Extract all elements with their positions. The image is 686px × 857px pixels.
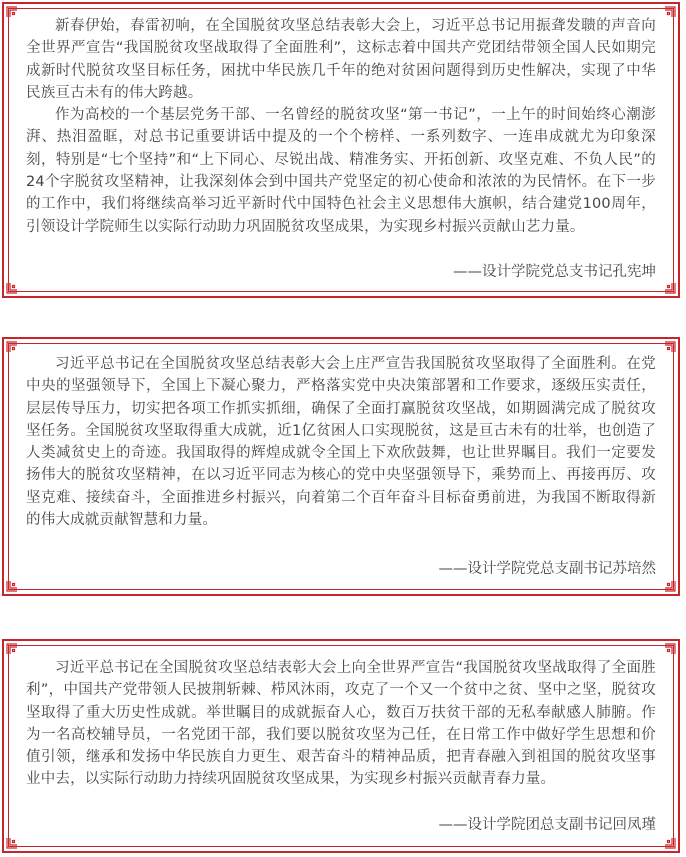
statement-card-3 xyxy=(2,639,680,853)
statement-paragraph: 作为高校的一个基层党务干部、一名曾经的脱贫攻坚“第一书记”，一上午的时间始终心潮澎湃、热泪盈眶，对总书记重要讲话中提及的一个个榜样、一系列数字、一连串成就尤为印象深刻，特别是“七个坚持”和“上下同心、尽锐出战、精准务实、开拓创新、攻坚克难、不负人民”的24个字脱贫攻坚精神，让我深刻体会到中国共产党坚定的初心使命和浓浓的为民情怀。在下一步的工作中，我们将继续高举习近平新时代中国特色社会主义思想伟大旗帜，结合建党100周年，引领设计学院师生以实际行动助力巩固脱贫攻坚成果，为实现乡村振兴贡献山艺力量。 xyxy=(26,107,656,235)
statement-paragraph: 习近平总书记在全国脱贫攻坚总结表彰大会上庄严宣告我国脱贫攻坚取得了全面胜利。在党中央的坚强领导下，全国上下凝心聚力，严格落实党中央决策部署和工作要求，逐级压实责任，层层传导压力，切实把各项工作抓实抓细，确保了全面打赢脱贫攻坚战，如期圆满完成了脱贫攻坚任务。全国脱贫攻坚取得重大成就，近1亿贫困人口实现脱贫，这是亘古未有的壮举，也创造了人类减贫史上的奇迹。我国取得的辉煌成就令全国上下欢欣鼓舞，也让世界瞩目。我们一定要发扬伟大的脱贫攻坚精神，在以习近平同志为核心的党中央坚强领导下，乘势而上、再接再厉、攻坚克难、接续奋斗，全面推进乡村振兴，向着第二个百年奋斗目标奋勇前进，为我国不断取得新的伟大成就贡献智慧和力量。 xyxy=(26,356,656,529)
statement-signature: ——设计学院党总支书记孔宪坤 xyxy=(453,264,656,280)
statement-card-1 xyxy=(2,2,680,298)
statement-body xyxy=(26,15,656,238)
corner-ornament-icon xyxy=(664,282,676,294)
corner-ornament-icon xyxy=(6,643,18,655)
corner-ornament-icon xyxy=(664,643,676,655)
statement-body xyxy=(26,657,656,791)
statement-signature: ——设计学院党总支副书记苏培然 xyxy=(438,561,656,577)
statement-signature: ——设计学院团总支副书记回凤瑾 xyxy=(438,817,656,833)
statement-paragraph: 习近平总书记在全国脱贫攻坚总结表彰大会上向全世界严宣告“我国脱贫攻坚战取得了全面胜利”，中国共产党带领人民披荆斩棘、栉风沐雨，攻克了一个又一个贫中之贫、坚中之坚，脱贫攻坚取得了重大历史性成就。举世瞩目的成就振奋人心，数百万扶贫干部的无私奉献感人肺腑。作为一名高校辅导员，一名党团干部，我们要以脱贫攻坚为己任，在日常工作中做好学生思想和价值引领，继承和发扬中华民族自力更生、艰苦奋斗的精神品质，把青春融入到祖国的脱贫攻坚事业中去，以实际行动助力持续巩固脱贫攻坚成果，为实现乡村振兴贡献青春力量。 xyxy=(26,660,656,788)
corner-ornament-icon xyxy=(6,580,18,592)
corner-ornament-icon xyxy=(6,837,18,849)
corner-ornament-icon xyxy=(664,6,676,18)
statement-body xyxy=(26,353,656,531)
corner-ornament-icon xyxy=(6,282,18,294)
corner-ornament-icon xyxy=(664,837,676,849)
corner-ornament-icon xyxy=(6,341,18,353)
statement-card-2 xyxy=(2,337,680,596)
corner-ornament-icon xyxy=(6,6,18,18)
statement-paragraph: 新春伊始，春雷初响，在全国脱贫攻坚总结表彰大会上，习近平总书记用振聋发聩的声音向全世界严宣告“我国脱贫攻坚战取得了全面胜利”，这标志着中国共产党团结带领全国人民如期完成新时代脱贫攻坚目标任务，困扰中华民族几千年的绝对贫困问题得到历史性解决，实现了中华民族亘古未有的伟大跨越。 xyxy=(26,18,656,101)
corner-ornament-icon xyxy=(664,580,676,592)
corner-ornament-icon xyxy=(664,341,676,353)
